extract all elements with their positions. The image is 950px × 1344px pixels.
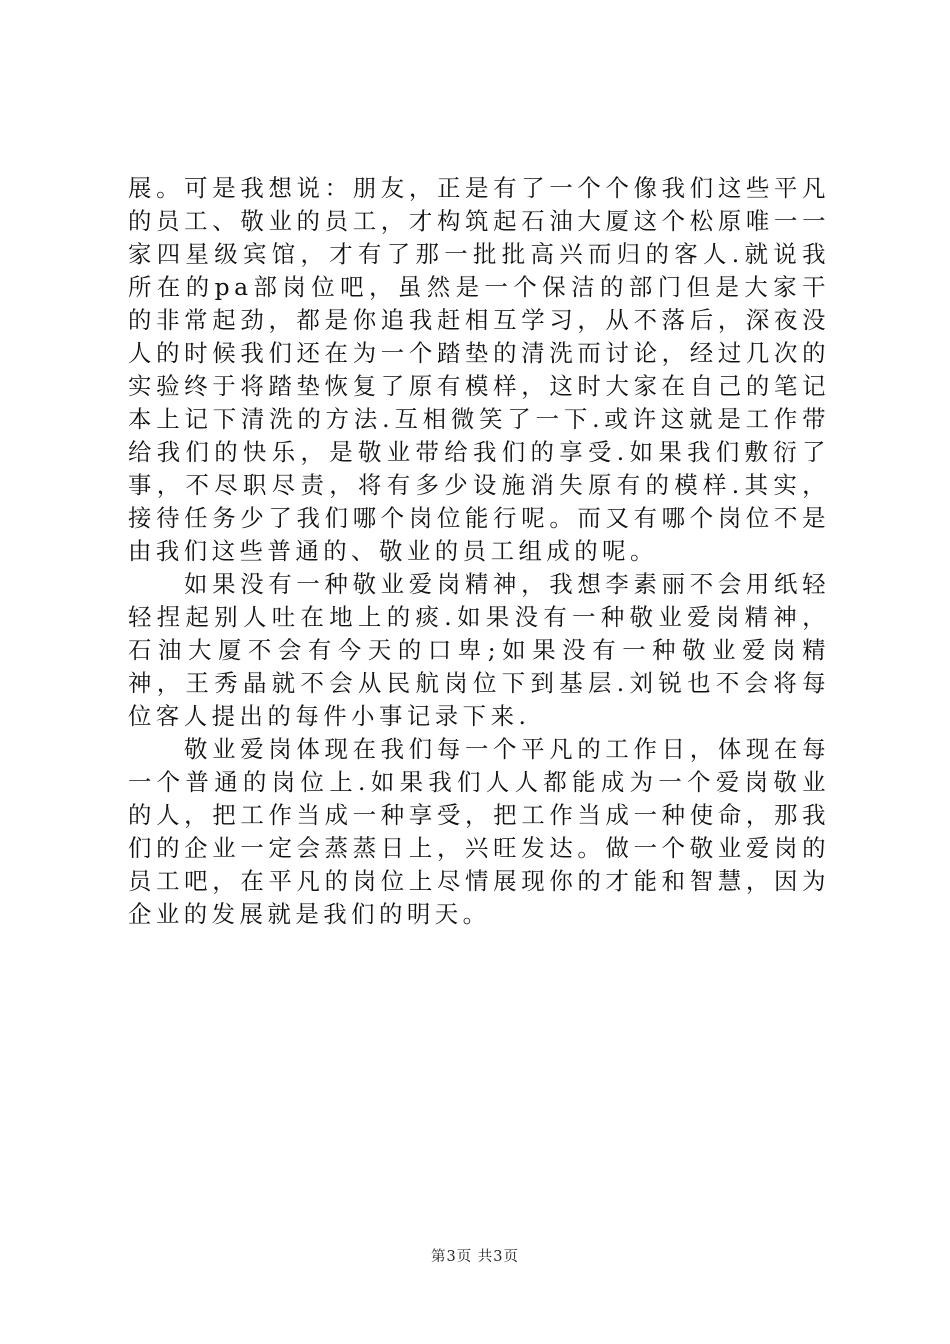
paragraph-conclusion: 敬业爱岗体现在我们每一个平凡的工作日，体现在每一个普通的岗位上.如果我们人人都能成为一个爱岗敬业的人，把工作当成一种享受，把工作当成一种使命，那我们的企业一定会蒸蒸日上，兴旺发达。做一个敬业爱岗的员工吧，在平凡的岗位上尽情展现你的才能和智慧，因为企业的发展就是我们的明天。	[128, 735, 830, 928]
page-footer: 第3页 共3页	[430, 1249, 520, 1265]
paragraph-continuation: 展。可是我想说：朋友，正是有了一个个像我们这些平凡的员工、敬业的员工，才构筑起石油大厦这个松原唯一一家四星级宾馆，才有了那一批批高兴而归的客人.就说我所在的pa部岗位吧，虽然是一个保洁的部门但是大家干的非常起劲，都是你追我赶相互学习，从不落后，深夜没人的时候我们还在为一个踏垫的清洗而讨论，经过几次的实验终于将踏垫恢复了原有模样，这时大家在自己的笔记本上记下清洗的方法.互相微笑了一下.或许这就是工作带给我们的快乐，是敬业带给我们的享受.如果我们敷衍了事，不尽职尽责，将有多少设施消失原有的模样.其实，接待任务少了我们哪个岗位能行呢。而又有哪个岗位不是由我们这些普通的、敬业的员工组成的呢。	[128, 174, 830, 565]
document-body	[128, 172, 830, 931]
paragraph-spirit: 如果没有一种敬业爱岗精神，我想李素丽不会用纸轻轻捏起别人吐在地上的痰.如果没有一种敬业爱岗精神，石油大厦不会有今天的口卑;如果没有一种敬业爱岗精神，王秀晶就不会从民航岗位下到基层.刘锐也不会将每位客人提出的每件小事记录下来.	[128, 570, 830, 730]
